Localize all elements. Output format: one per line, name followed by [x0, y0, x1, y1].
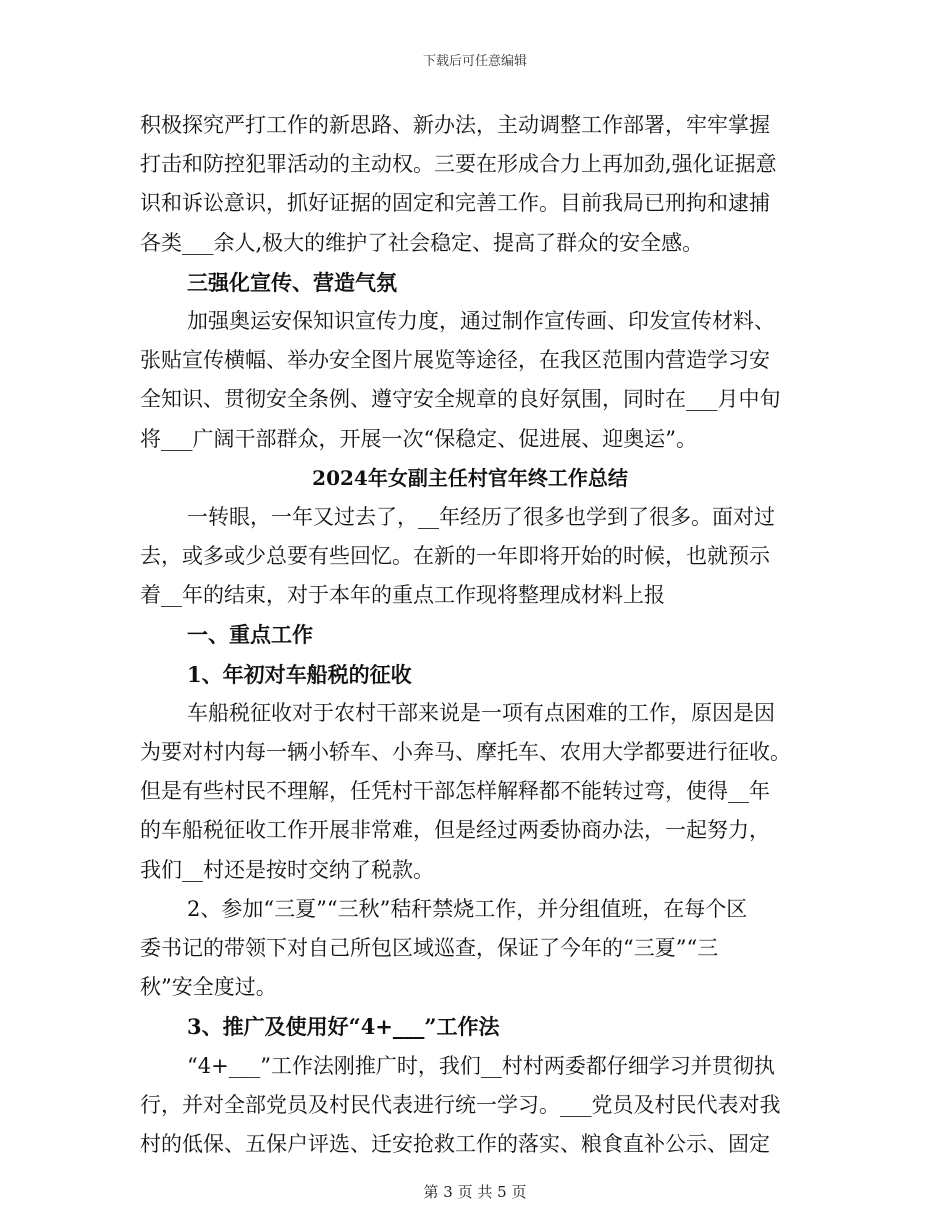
body-line: 车船税征收对于农村干部来说是一项有点困难的工作，原因是因	[187, 700, 775, 725]
body-line: “4+___”工作法刚推广时，我们__村村两委都仔细学习并贯彻执	[187, 1053, 775, 1078]
document-title: 2024年女副主任村官年终工作总结	[312, 465, 628, 490]
subsection-heading: 3、推广及使用好“4+___”工作法	[187, 1014, 500, 1040]
subsection-heading: 1、年初对车船税的征收	[187, 661, 412, 687]
body-line: 的车船税征收工作开展非常难，但是经过两委协商办法，一起努力，	[140, 818, 770, 843]
section-heading: 一、重点工作	[187, 622, 313, 648]
document-body	[140, 106, 800, 1164]
body-line: 张贴宣传横幅、举办安全图片展览等途径，在我区范围内营造学习安	[140, 348, 770, 373]
page-number: 第 3 页 共 5 页	[423, 1183, 527, 1201]
body-line: 但是有些村民不理解，任凭村干部怎样解释都不能转过弯，使得__年	[140, 779, 770, 804]
body-line: 行，并对全部党员及村民代表进行统一学习。___党员及村民代表对我	[140, 1092, 781, 1117]
body-line: 去，或多或少总要有些回忆。在新的一年即将开始的时候，也就预示	[140, 544, 770, 569]
body-line: 委书记的带领下对自己所包区域巡查，保证了今年的“三夏”“三	[140, 935, 719, 960]
body-line: 着__年的结束，对于本年的重点工作现将整理成材料上报	[140, 583, 665, 608]
body-line: 秋”安全度过。	[140, 975, 277, 1000]
body-line: 全知识、贯彻安全条例、遵守安全规章的良好氛围，同时在___月中旬	[140, 387, 781, 412]
body-line: 各类___余人,极大的维护了社会稳定、提高了群众的安全感。	[140, 230, 704, 255]
body-line: 积极探究严打工作的新思路、新办法，主动调整工作部署，牢牢掌握	[140, 113, 770, 137]
body-line: 加强奥运安保知识宣传力度，通过制作宣传画、印发宣传材料、	[187, 308, 775, 333]
body-line: 2、参加“三夏”“三秋”秸秆禁烧工作，并分组值班，在每个区	[187, 896, 748, 921]
body-line: 村的低保、五保户评选、迁安抢救工作的落实、粮食直补公示、固定	[140, 1131, 770, 1156]
page-header: 下载后可任意编辑	[422, 54, 527, 69]
body-line: 识和诉讼意识，抓好证据的固定和完善工作。目前我局已刑拘和逮捕	[140, 191, 770, 216]
body-line: 为要对村内每一辆小轿车、小奔马、摩托车、农用大学都要进行征收。	[140, 740, 791, 764]
body-line: 将___广阔干部群众，开展一次“保稳定、促进展、迎奥运”。	[140, 426, 697, 451]
body-line: 打击和防控犯罪活动的主动权。三要在形成合力上再加劲,强化证据意	[140, 152, 777, 177]
body-line: 我们__村还是按时交纳了税款。	[140, 857, 434, 882]
body-line: 一转眼，一年又过去了，__年经历了很多也学到了很多。面对过	[187, 504, 775, 529]
section-heading: 三强化宣传、营造气氛	[187, 269, 397, 295]
